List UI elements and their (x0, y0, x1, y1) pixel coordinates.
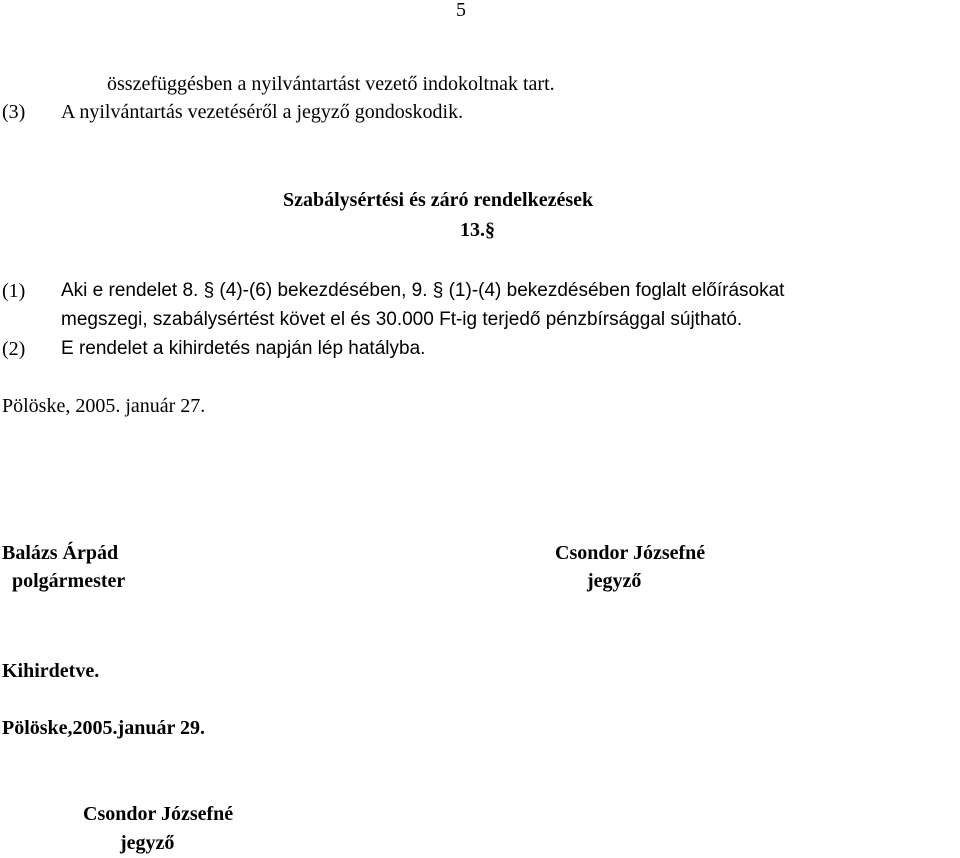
announcement-label: Kihirdetve. (2, 660, 100, 682)
paragraph-1-line-1: Aki e rendelet 8. § (4)-(6) bekezdésében, 9. § (1)-(4) bekezdésében foglalt előírásokat (61, 280, 785, 301)
signer-left-name: Balázs Árpád (2, 542, 119, 564)
continuation-line: összefüggésben a nyilvántartást vezető indokoltnak tart. (107, 73, 555, 95)
item-3-text: A nyilvántartás vezetéséről a jegyző gondoskodik. (61, 101, 464, 123)
signer-left-title: polgármester (12, 570, 126, 592)
announcement-signer-title: jegyző (120, 832, 175, 854)
signer-right-title: jegyző (587, 570, 642, 592)
announcement-signer-name: Csondor Józsefné (83, 803, 234, 825)
paragraph-1-number: (1) (2, 280, 26, 302)
item-3-number: (3) (2, 101, 26, 123)
paragraph-symbol: 13.§ (460, 219, 495, 241)
paragraph-2-number: (2) (2, 338, 26, 360)
place-and-date: Pölöske, 2005. január 27. (2, 395, 206, 417)
announcement-place-date: Pölöske,2005.január 29. (2, 717, 205, 739)
page-number: 5 (456, 0, 466, 21)
paragraph-1-line-2: megszegi, szabálysértést követ el és 30.000 Ft-ig terjedő pénzbírsággal sújtható. (61, 309, 743, 330)
paragraph-2-text: E rendelet a kihirdetés napján lép hatályba. (61, 338, 426, 359)
signer-right-name: Csondor Józsefné (555, 542, 706, 564)
section-title: Szabálysértési és záró rendelkezések (283, 189, 594, 211)
